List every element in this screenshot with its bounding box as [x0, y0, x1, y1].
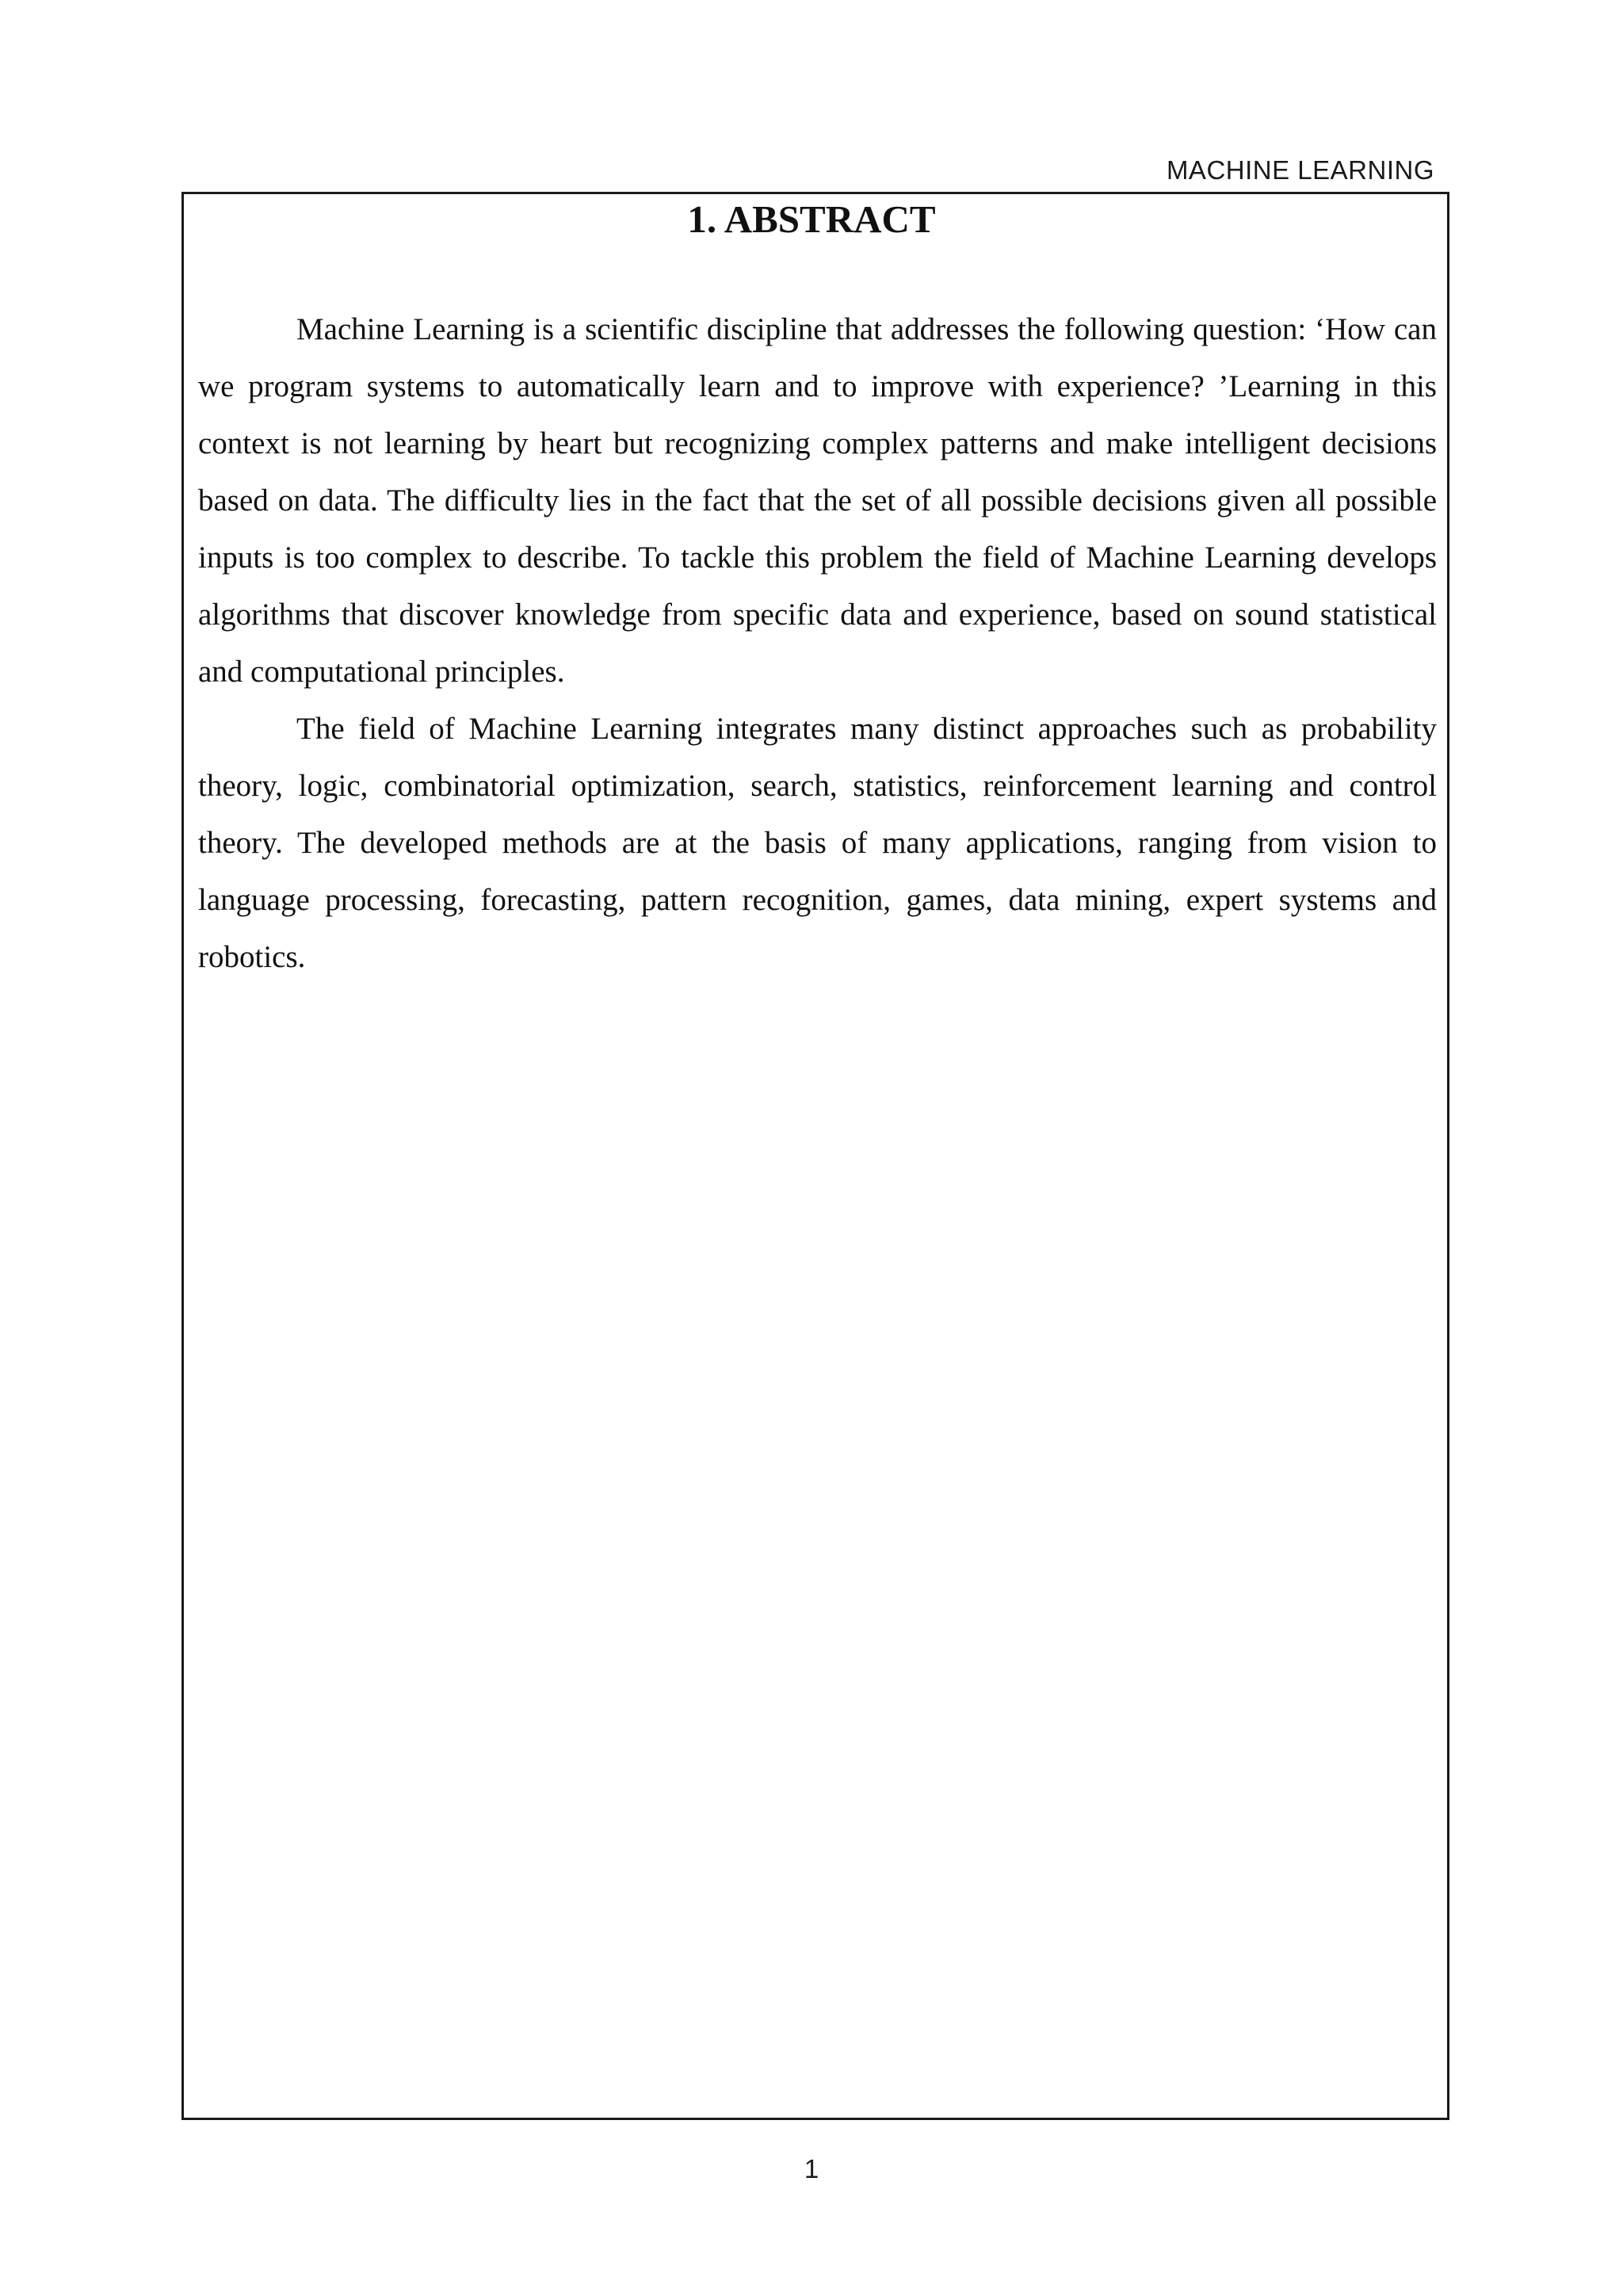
running-header: MACHINE LEARNING [1166, 155, 1434, 185]
page-number: 1 [804, 2154, 819, 2183]
section-title: 1. ABSTRACT [687, 197, 936, 241]
abstract-body [198, 301, 1437, 986]
abstract-paragraph-2: The field of Machine Learning integrates many distinct approaches such as probability theory, logic, combinatorial optimization, search, statistics, reinforcement learning and control theory. The developed methods are at the basis of many applications, ranging from vision to language processing, forecasting, pattern recognition, games, data mining, expert systems and robotics. [198, 712, 1437, 974]
abstract-paragraph-1: Machine Learning is a scientific discipline that addresses the following question: ‘How can we program systems to automatically learn and to improve with experience? ’Learning in this context is not learning by heart but recognizing complex patterns and make intelligent decisions based on data. The difficulty lies in the fact that the set of all possible decisions given all possible inputs is too complex to describe. To tackle this problem the field of Machine Learning develops algorithms that discover knowledge from specific data and experience, based on sound statistical and computational principles. [198, 312, 1437, 689]
